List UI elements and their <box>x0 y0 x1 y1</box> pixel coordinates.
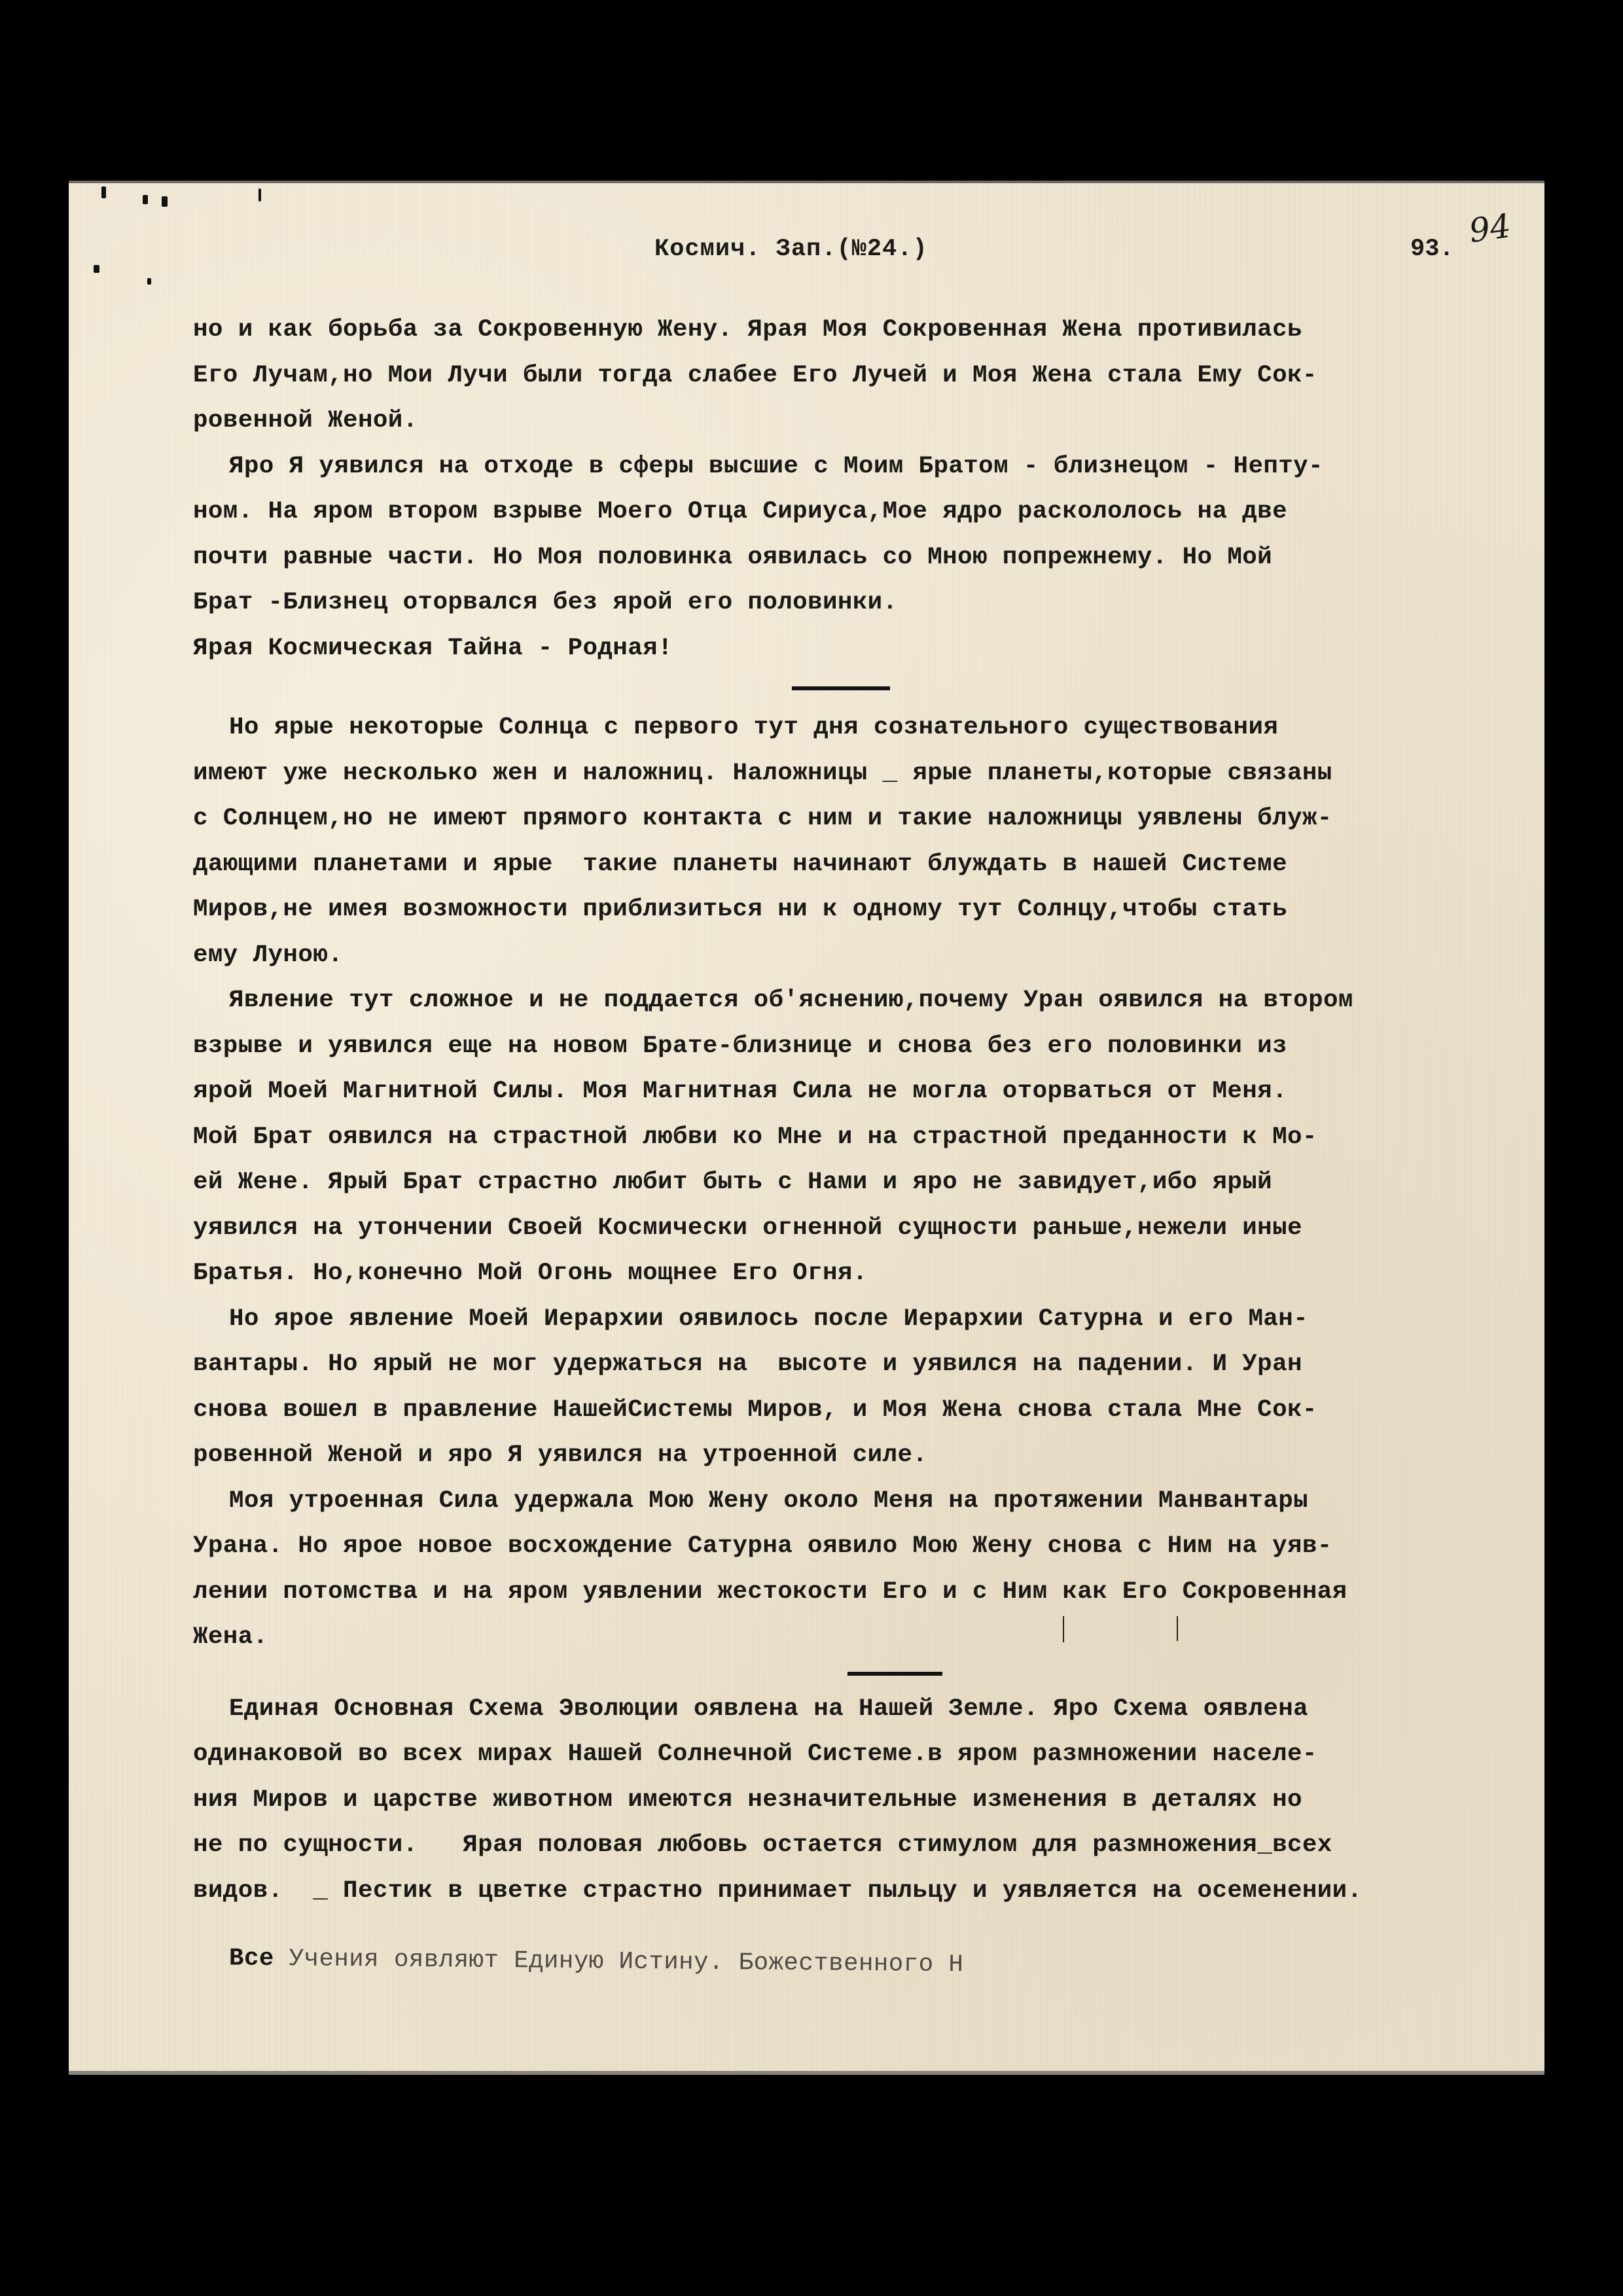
text-line: с Солнцем,но не имеют прямого контакта с ним и такие наложницы уявлены блуж- <box>193 805 1332 832</box>
text-line: Но ярое явление Моей Иерархии оявилось после Иерархии Сатурна и его Ман- <box>229 1305 1309 1333</box>
section-divider-wrap <box>193 671 1535 705</box>
text-line: дающими планетами и ярые такие планеты начинают блуждать в нашей Системе <box>193 850 1287 878</box>
section-divider <box>847 1672 942 1676</box>
text-line: Но ярые некоторые Солнца с первого тут дня сознательного существования <box>229 714 1279 741</box>
last-line-first-word: Все <box>228 1945 274 1973</box>
text-line: Моя утроенная Сила удержала Мою Жену около Меня на протяжении Манвантары <box>229 1487 1309 1515</box>
text-line: ровенной Женой и яро Я уявился на утроенной силе. <box>193 1441 928 1469</box>
text-line: Жена. <box>193 1623 268 1651</box>
text-line: Явление тут сложное и не поддается об'яснению,почему Уран оявился на втором <box>229 987 1353 1014</box>
faded-last-line <box>193 1936 1535 1993</box>
text-line: ном. На яром втором взрыве Моего Отца Сириуса,Мое ядро раскололось на две <box>193 498 1287 525</box>
text-line: Братья. Но,конечно Мой Огонь мощнее Его Огня. <box>193 1260 868 1287</box>
text-line: ровенной Женой. <box>193 407 418 434</box>
text-line: взрыве и уявился еще на новом Брате-близнице и снова без его половинки из <box>193 1032 1287 1060</box>
text-line: ярой Моей Магнитной Силы. Моя Магнитная Сила не могла оторваться от Меня. <box>193 1078 1287 1105</box>
text-line: видов. _ Пестик в цветке страстно принимает пыльцу и уявляется на осеменении. <box>193 1877 1363 1905</box>
document-page <box>69 183 1544 2071</box>
text-line: лении потомства и на яром уявлении жестокости Его и с Ним как Его Сокровенная <box>193 1578 1347 1606</box>
text-line: почти равные части. Но Моя половинка оявилась со Мною попрежнему. Но Мой <box>193 543 1273 571</box>
text-line: Брат -Близнец оторвался без ярой его половинки. <box>193 589 898 616</box>
text-line: ему Луною. <box>193 941 344 969</box>
text-line: не по сущности. Ярая половая любовь остается стимулом для размножения_всех <box>193 1831 1332 1859</box>
text-line: Миров,не имея возможности приблизиться ни к одному тут Солнцу,чтобы стать <box>193 896 1287 923</box>
section-divider-wrap <box>193 1661 1535 1687</box>
page-header <box>69 206 1544 275</box>
text-line: снова вошел в правление НашейСистемы Миров, и Моя Жена снова стала Мне Сок- <box>193 1396 1317 1424</box>
section-divider <box>792 686 890 690</box>
text-line: Яро Я уявился на отходе в сферы высшие с Моим Братом - близнецом - Непту- <box>229 452 1323 480</box>
text-line: Ярая Космическая Тайна - Родная! <box>193 634 673 662</box>
text-line: Единая Основная Схема Эволюции оявлена на Нашей Земле. Яро Схема оявлена <box>229 1695 1309 1723</box>
last-line-rest: Учения оявляют Единую Истину. Божественного Н <box>274 1945 964 1979</box>
text-line: ей Жене. Ярый Брат страстно любит быть с Нами и яро не завидует,ибо ярый <box>193 1169 1273 1196</box>
text-line: Урана. Но ярое новое восхождение Сатурна оявило Мою Жену снова с Ним на уяв- <box>193 1532 1332 1560</box>
handwritten-page-number: 94 <box>1467 206 1514 251</box>
correction-mark <box>1063 1616 1064 1642</box>
header-title: Космич. Зап.(№24.) <box>654 236 928 263</box>
text-line: Мой Брат оявился на страстной любви ко Мне и на страстной преданности к Мо- <box>193 1123 1317 1151</box>
text-line: одинаковой во всех мирах Нашей Солнечной Системе.в яром размножении населе- <box>193 1740 1317 1768</box>
text-line: уявился на утончении Своей Космически огненной сущности раньше,нежели иные <box>193 1214 1302 1242</box>
typed-page-number: 93. <box>1410 236 1454 263</box>
correction-mark <box>1177 1616 1178 1641</box>
text-line: ния Миров и царстве животном имеются незначительные изменения в деталях но <box>193 1786 1302 1814</box>
typewritten-body <box>193 308 1535 1982</box>
text-line: вантары. Но ярый не мог удержаться на высоте и уявился на падении. И Уран <box>193 1351 1302 1378</box>
text-line: Его Лучам,но Мои Лучи были тогда слабее Его Лучей и Моя Жена стала Ему Сок- <box>193 361 1317 389</box>
text-line: имеют уже несколько жен и наложниц. Наложницы _ ярые планеты,которые связаны <box>193 759 1332 787</box>
text-line: но и как борьба за Сокровенную Жену. Ярая Моя Сокровенная Жена противилась <box>193 316 1302 344</box>
